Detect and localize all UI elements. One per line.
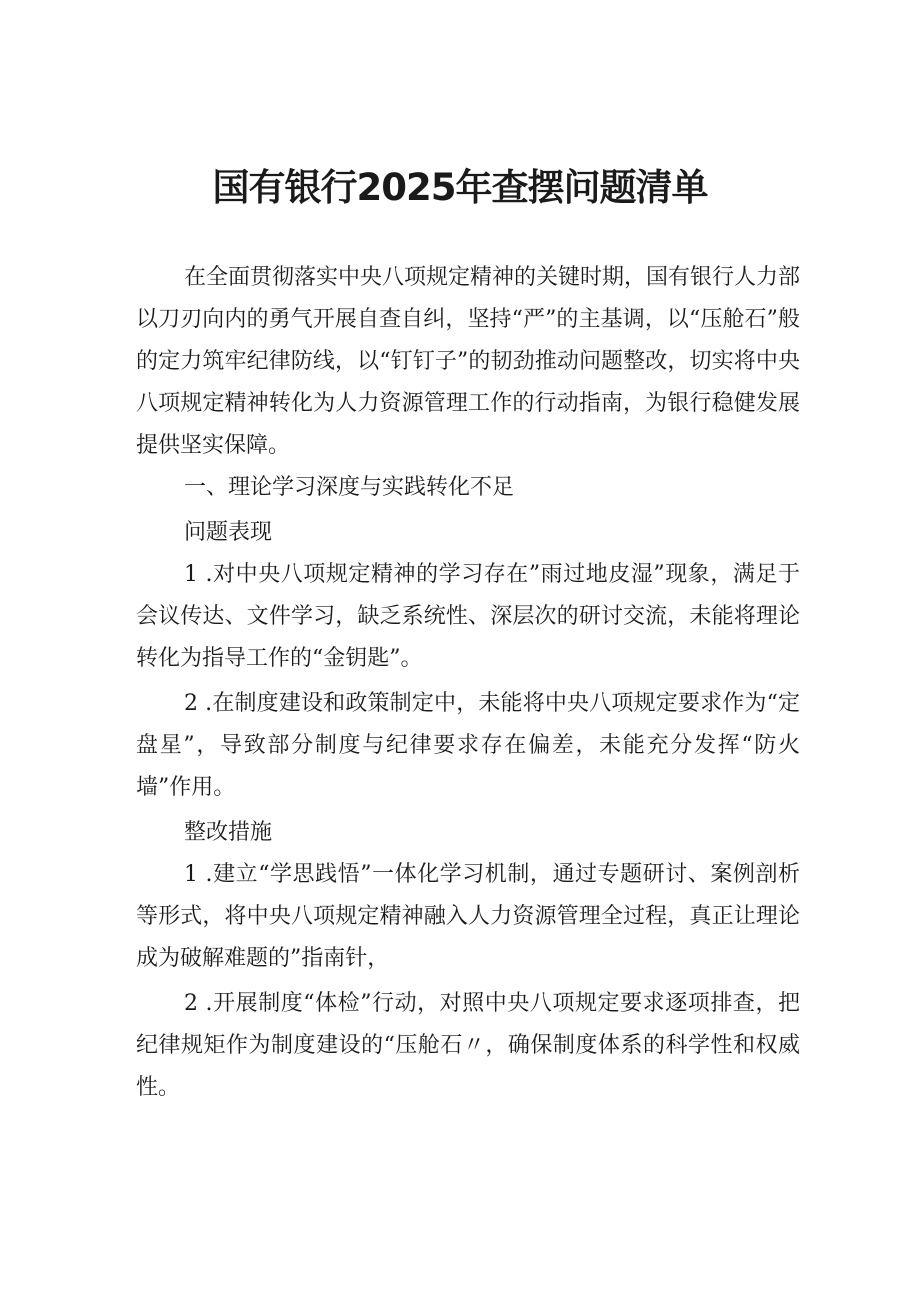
problem-item-1: 1 .对中央八项规定精神的学习存在”雨过地皮湿”现象，满足于会议传达、文件学习，缺乏系统性、深层次的研讨交流，未能将理论转化为指导工作的“金钥匙”。 <box>136 562 800 671</box>
measures-label: 整改措施 <box>184 820 273 845</box>
section-heading: 一、理论学习深度与实践转化不足 <box>184 475 515 500</box>
measure-item-1: 1 .建立“学思践悟”一体化学习机制，通过专题研讨、案例剖析等形式，将中央八项规定精神融入人力资源管理全过程，真正让理论成为破解难题的”指南针， <box>136 862 800 971</box>
document-body <box>136 257 800 1109</box>
document-title: 国有银行2025年查摆问题清单 <box>212 166 708 209</box>
problems-label: 问题表现 <box>184 520 273 545</box>
measure-item-2: 2 .开展制度“体检”行动，对照中央八项规定要求逐项排查，把纪律规矩作为制度建设的“压舱石〃，确保制度体系的科学性和权威性。 <box>136 991 800 1100</box>
problem-item-2: 2 .在制度建设和政策制定中，未能将中央八项规定要求作为“定盘星”，导致部分制度与纪律要求存在偏差，未能充分发挥“防火墙”作用。 <box>136 691 800 800</box>
intro-paragraph: 在全面贯彻落实中央八项规定精神的关键时期，国有银行人力部以刀刃向内的勇气开展自查自纠，坚持“严”的主基调，以“压舱石”般的定力筑牢纪律防线，以“钉钉子”的韧劲推动问题整改，切实将中央八项规定精神转化为人力资源管理工作的行动指南，为银行稳健发展提供坚实保障。 <box>136 265 801 458</box>
